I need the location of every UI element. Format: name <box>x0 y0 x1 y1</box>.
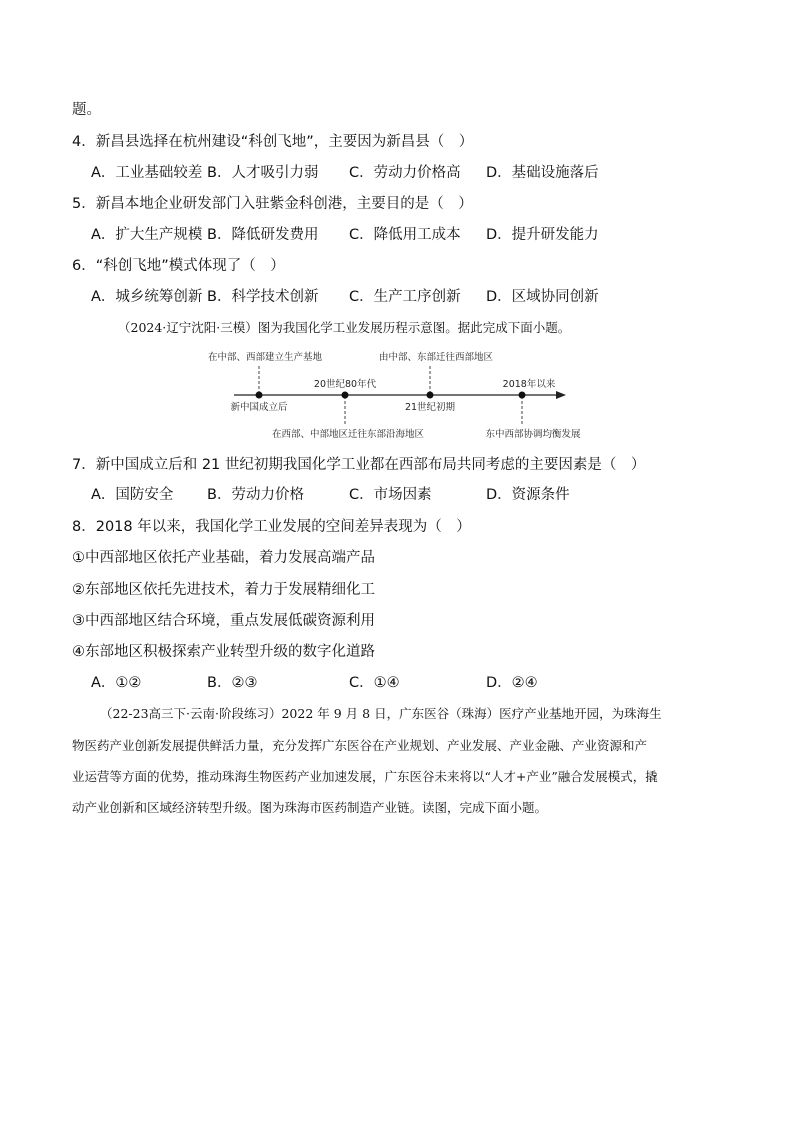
option-d[interactable]: D．②④ <box>486 675 538 691</box>
option-c[interactable]: C．①④ <box>349 675 400 691</box>
timeline-event-label: 在西部、中部地区迁往东部沿海地区 <box>271 429 425 440</box>
option-d[interactable]: D．提升研发能力 <box>486 227 599 243</box>
option-b[interactable]: B．人才吸引力弱 <box>207 165 319 181</box>
statement-4: ④东部地区积极探索产业转型升级的数字化道路 <box>72 644 375 660</box>
timeline-point-label: 新中国成立后 <box>230 402 288 413</box>
option-a[interactable]: A．工业基础较差 <box>91 165 203 181</box>
option-d[interactable]: D．基础设施落后 <box>486 165 599 181</box>
option-a[interactable]: A．扩大生产规模 <box>91 227 203 243</box>
timeline-event-label: 东中西部协调均衡发展 <box>485 429 581 440</box>
intro-text-2-line-1: （22-23高三下·云南·阶段练习）2022 年 9 月 8 日，广东医谷（珠海）医疗产业基地开园，为珠海生 <box>100 706 662 721</box>
option-b[interactable]: B．②③ <box>207 675 258 691</box>
intro-text-2-line-4: 动产业创新和区域经济转型升级。图为珠海市医药制造产业链。读图，完成下面小题。 <box>72 800 548 815</box>
timeline-point-label: 2018年以来 <box>502 379 556 390</box>
timeline-event-label: 由中部、东部迁往西部地区 <box>378 352 494 363</box>
option-a[interactable]: A．①② <box>91 675 142 691</box>
question-5: 5．新昌本地企业研发部门入驻紫金科创港，主要目的是（ ） <box>72 196 473 212</box>
option-c[interactable]: C．市场因素 <box>349 487 432 503</box>
timeline-point-label: 21世纪初期 <box>404 402 456 413</box>
timeline-point <box>342 392 349 399</box>
timeline-arrow <box>556 391 566 399</box>
option-c[interactable]: C．生产工序创新 <box>349 289 461 305</box>
statement-1: ①中西部地区依托产业基础，着力发展高端产品 <box>72 550 375 566</box>
question-7: 7．新中国成立后和 21 世纪初期我国化学工业都在西部布局共同考虑的主要因素是（ ） <box>72 457 646 473</box>
intro-text-1: （2024·辽宁沈阳·三模）图为我国化学工业发展历程示意图。据此完成下面小题。 <box>118 320 571 335</box>
timeline-point <box>519 392 526 399</box>
option-d[interactable]: D．区域协同创新 <box>486 289 599 305</box>
continued-text: 题。 <box>72 102 101 118</box>
statement-2: ②东部地区依托先进技术，着力于发展精细化工 <box>72 582 375 598</box>
intro-text-2-line-2: 物医药产业创新发展提供鲜活力量，充分发挥广东医谷在产业规划、产业发展、产业金融、产业资源和产 <box>72 738 648 753</box>
option-c[interactable]: C．降低用工成本 <box>349 227 461 243</box>
timeline-point-label: 20世纪80年代 <box>313 379 377 390</box>
statement-3: ③中西部地区结合环境，重点发展低碳资源利用 <box>72 613 375 629</box>
option-b[interactable]: B．科学技术创新 <box>207 289 319 305</box>
timeline-event-label: 在中部、西部建立生产基地 <box>207 352 323 363</box>
question-6: 6．“科创飞地”模式体现了（ ） <box>72 258 285 274</box>
option-b[interactable]: B．劳动力价格 <box>207 487 304 503</box>
intro-text-2-line-3: 业运营等方面的优势，推动珠海生物医药产业加速发展，广东医谷未来将以“人才+产业”融合发展模式，撬 <box>72 769 658 784</box>
option-a[interactable]: A．国防安全 <box>91 487 174 503</box>
timeline-point <box>256 392 263 399</box>
option-c[interactable]: C．劳动力价格高 <box>349 165 461 181</box>
timeline-point <box>427 392 434 399</box>
question-4: 4．新昌县选择在杭州建设“科创飞地”，主要因为新昌县（ ） <box>72 134 474 150</box>
option-d[interactable]: D．资源条件 <box>486 487 570 503</box>
option-a[interactable]: A．城乡统筹创新 <box>91 289 203 305</box>
option-b[interactable]: B．降低研发费用 <box>207 227 319 243</box>
question-8: 8．2018 年以来，我国化学工业发展的空间差异表现为（ ） <box>72 519 471 535</box>
